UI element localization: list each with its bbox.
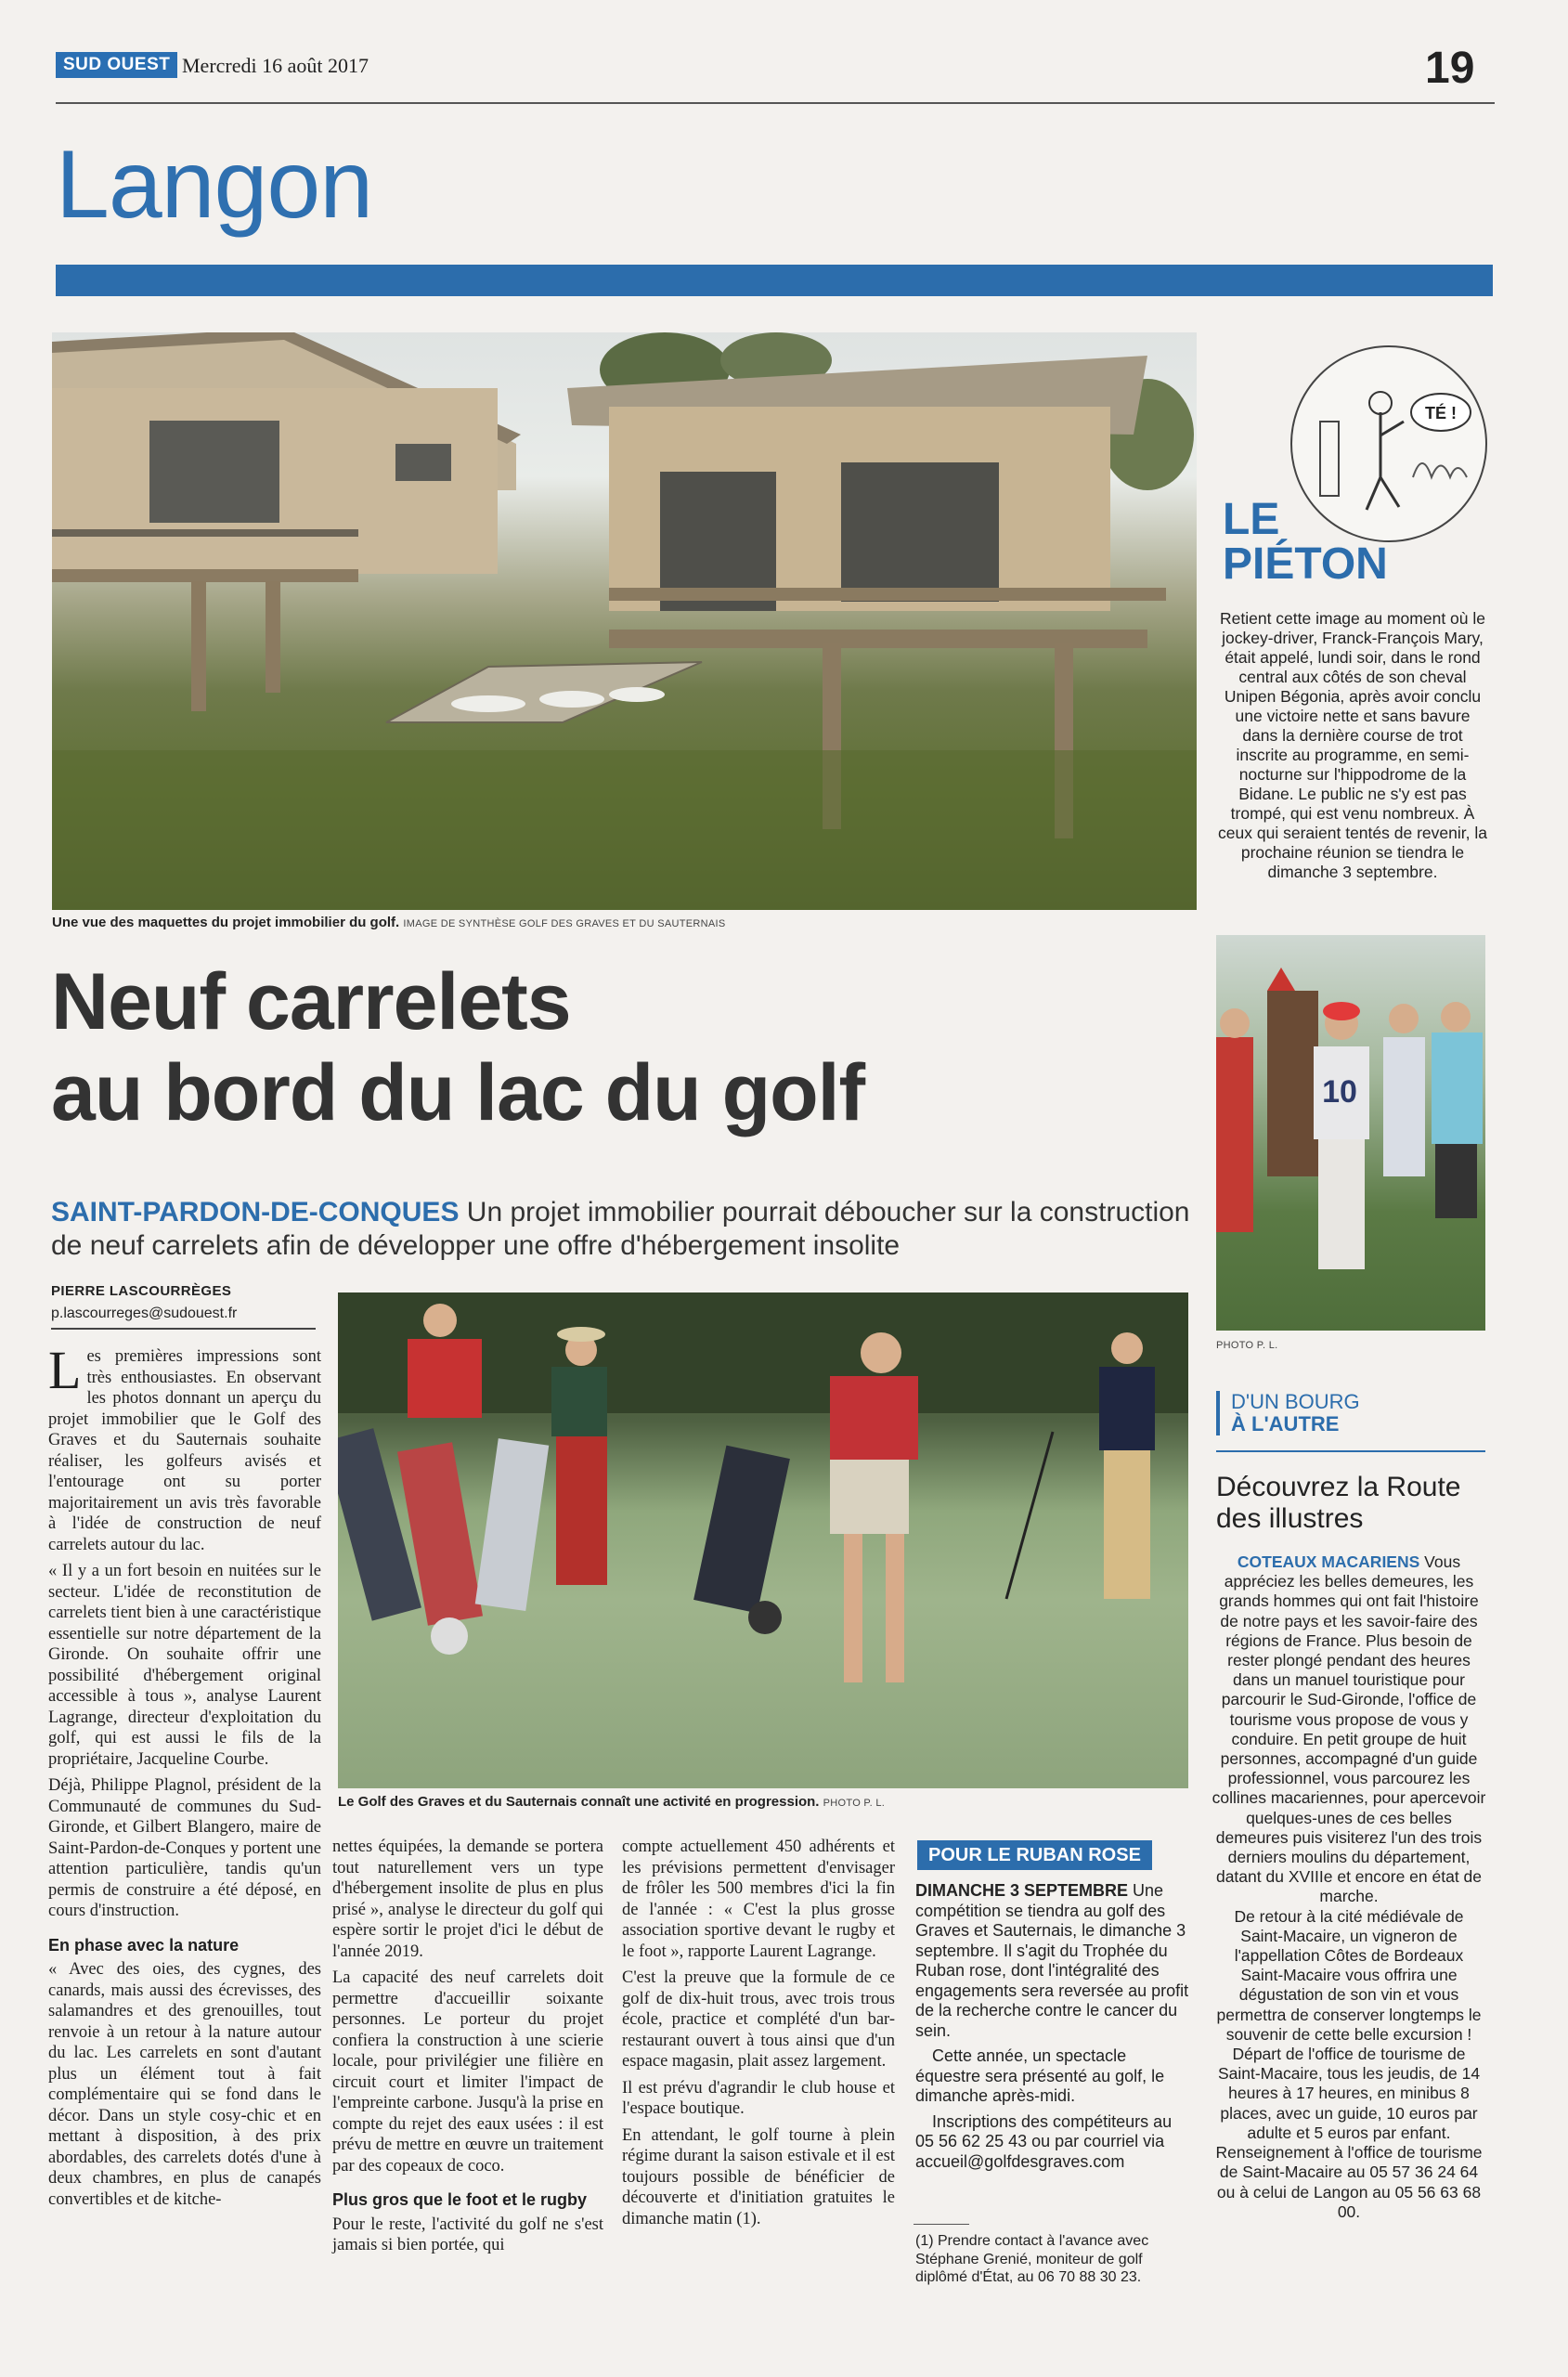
subheading: Plus gros que le foot et le rugby (332, 2190, 588, 2209)
footnote-rule (914, 2224, 969, 2225)
paragraph: Déjà, Philippe Plagnol, président de la Communauté de communes du Sud-Gironde, et Gilbert Blangero, maire de Saint-Pardon-de-Conques y portent une attention particulière, tandis qu'un permis de construire a été déposé, en cours d'instruction. (48, 1776, 321, 1920)
paragraph: « Il y a un fort besoin en nuitées sur le secteur. L'idée de reconstitution de carrelets tient bien à une caractéristique essentielle sur notre département de la Gironde. On souhaite offrir une possibilité d'hébergement original accessible à tous », analyse Laurent Lagrange, directeur d'exploitation du golf, qui est aussi le fils de la propriétaire, Jacqueline Courbe. (48, 1562, 321, 1769)
ruban-rose-label: POUR LE RUBAN ROSE (917, 1840, 1152, 1870)
horse-photo-credit: PHOTO P. L. (1216, 1340, 1278, 1351)
bourg-body (1212, 1552, 1486, 2222)
paragraph: compte actuellement 450 adhérents et les prévisions permettent d'envisager de frôler les 500 membres d'ici la fin de l'année : « C'est la plus grosse association sportive devant le rugby et le foot », rapporte Laurent Lagrange. (622, 1838, 895, 1961)
paragraph: Une compétition se tiendra au golf des Graves et Sauternais, le dimanche 3 septembre. Il s'agit du Trophée du Ruban rose, dont l'intégralité des engagements sera reversée au profit de la recherche contre le cancer du sein. (915, 1881, 1189, 2040)
paragraph: C'est la preuve que la formule de ce golf de dix-huit trous, avec trois trous école, practice et complété d'un bar-restaurant ouvert à tous ainsi que d'un espace magasin, plait assez largement. (622, 1968, 895, 2071)
article-deck (51, 1196, 1221, 1263)
golf-photo-caption (338, 1794, 885, 1810)
masthead-rule (56, 102, 1495, 104)
paragraph: Vous appréciez les belles demeures, les grands hommes qui ont fait l'histoire de notre pays et les savoir-faire des régions de France. Plus besoin de rester plongé pendant des heures dans un manuel touristique pour parcourir le Sud-Gironde, l'office de tourisme vous propose de vous y conduire. En petit groupe de huit personnes, accompagné d'un guide professionnel, vous parcourez les collines macariennes, pour apercevoir quelques-unes de ces belles demeures puis visiterez l'un des trois derniers moulins du département, datant du XVIIIe et encore en état de marche. (1212, 1552, 1486, 1906)
bourg-label (1216, 1391, 1439, 1435)
drop-cap: L (48, 1340, 82, 1400)
golf-photo-caption-text: Le Golf des Graves et du Sauternais connaît une activité en progression. (338, 1794, 820, 1810)
paragraph: Inscriptions des compétiteurs au 05 56 62 25 43 ou par courriel via accueil@golfdesgraves.com (915, 2111, 1173, 2171)
ruban-rose-date: DIMANCHE 3 SEPTEMBRE (915, 1881, 1129, 1900)
bourg-title: Découvrez la Route des illustres (1216, 1472, 1461, 1534)
headline-line-1: Neuf carrelets (51, 957, 571, 1046)
section-title: Langon (56, 131, 373, 239)
pieton-title (1223, 495, 1388, 589)
ruban-rose-body (915, 1881, 1192, 2172)
main-photo (52, 332, 1197, 910)
golf-photo-credit: PHOTO P. L. (823, 1798, 886, 1809)
footnote: (1) Prendre contact à l'avance avec Stéphane Grenié, moniteur de golf diplômé d'État, au 06 70 88 30 23. (915, 2233, 1149, 2285)
author-byline: PIERRE LASCOURRÈGES (51, 1283, 232, 1299)
paragraph: Cette année, un spectacle équestre sera présenté au golf, le dimanche après-midi. (915, 2046, 1165, 2105)
golfers-illustration (338, 1292, 1188, 1788)
article-column-3 (622, 1837, 895, 2235)
dateline-location: SAINT-PARDON-DE-CONQUES (51, 1197, 460, 1227)
deck-text: Un projet immobilier pourrait déboucher sur la construction de neuf carrelets afin de développer une offre d'hébergement insolite (51, 1197, 1190, 1261)
page-number: 19 (1425, 44, 1475, 93)
horse-photo (1216, 935, 1485, 1331)
paragraph: Il est prévu d'agrandir le club house et l'espace boutique. (622, 2078, 895, 2118)
bourg-location: COTEAUX MACARIENS (1237, 1552, 1420, 1571)
headline-line-2: au bord du lac du golf (51, 1048, 865, 1137)
paragraph: La capacité des neuf carrelets doit permettre d'accueillir soixante personnes. Le porteur du projet confiera la construction à une scierie locale, pour privilégier une filière en circuit court et limiter l'impact de l'empreinte carbone. Jusqu'à la prise en compte du rejet des eaux usées : il est prévu de mettre en œuvre un traitement par des copeaux de coco. (332, 1968, 603, 2176)
cabins-illustration (52, 332, 1197, 910)
section-bar (56, 265, 1493, 296)
author-email[interactable]: p.lascourreges@sudouest.fr (51, 1305, 238, 1321)
byline-rule (51, 1328, 316, 1330)
article-headline (51, 956, 1202, 1138)
paragraph: « Avec des oies, des cygnes, des canards, mais aussi des écrevisses, des salamandres et des grenouilles, tout renvoie à un retour à la nature autour du lac. Les carrelets en sont d'autant plus un élément tout à fait complémentaire qui se fond dans le décor. Dans un style cosy-chic et en mettant à disposition, à des prix abordables, des carrelets dotés d'une à deux chambres, en plus de canapés convertibles et de kitche- (48, 1960, 321, 2209)
bib-number: 10 (1322, 1074, 1357, 1110)
newspaper-brand: SUD OUEST (56, 52, 177, 78)
bourg-rule (1216, 1450, 1485, 1452)
main-photo-caption-text: Une vue des maquettes du projet immobilier du golf. (52, 915, 400, 930)
jockey-illustration (1216, 935, 1485, 1331)
article-column-1 (48, 1340, 321, 2215)
main-photo-credit: IMAGE DE SYNTHÈSE GOLF DES GRAVES ET DU SAUTERNAIS (403, 918, 726, 929)
subheading: En phase avec la nature (48, 1935, 240, 1955)
pieton-bubble-text: TÉ ! (1425, 404, 1457, 422)
paragraph: nettes équipées, la demande se portera tout naturellement vers un type d'hébergement insolite de plus en plus prisé », analyse le directeur du golf qui espère sortir le projet d'ici le début de l'année 2019. (332, 1838, 603, 1961)
golf-photo (338, 1292, 1188, 1788)
pieton-title-line-2: PIÉTON (1223, 539, 1388, 589)
main-photo-caption (52, 915, 726, 930)
article-column-2 (332, 1837, 603, 2262)
bourg-label-line-2: À L'AUTRE (1231, 1412, 1340, 1435)
issue-date: Mercredi 16 août 2017 (182, 54, 369, 77)
pieton-text: Retient cette image au moment où le jockey-driver, Franck-François Mary, était appelé, lundi soir, dans le rond central aux côtés de son cheval Unipen Bégonia, après avoir conclu une victoire nette et sans bavure dans la dernière course de trot inscrite au programme, en semi-nocturne sur l'hippodrome de la Bidane. Le public ne s'y est pas trompé, qui est venu nombreux. À ceux qui seraient tentés de revenir, la prochaine réunion se tiendra le dimanche 3 septembre. (1218, 609, 1487, 881)
paragraph: De retour à la cité médiévale de Saint-Macaire, un vigneron de l'appellation Côtes de Bordeaux Saint-Macaire vous offrira une dégustation de son vin et vous permettra de conserver longtemps le souvenir de cette belle excursion ! (1216, 1906, 1482, 2044)
paragraph: En attendant, le golf tourne à plein régime durant la saison estivale et il est toujours possible de bénéficier de découverte et d'initiation gratuites le dimanche matin (1). (622, 2125, 895, 2228)
pieton-title-line-1: LE (1223, 495, 1280, 544)
paragraph: Départ de l'office de tourisme de Saint-Macaire, tous les jeudis, de 14 heures à 17 heures, en minibus 8 places, avec un guide, 10 euros par adulte et 5 euros par enfant. Renseignement à l'office de tourisme de Saint-Macaire au 05 57 36 24 64 ou à celui de Langon au 05 56 63 68 00. (1215, 2045, 1483, 2221)
paragraph: Pour le reste, l'activité du golf ne s'est jamais si bien portée, qui (332, 2215, 603, 2254)
bourg-label-line-1: D'UN BOURG (1231, 1390, 1360, 1413)
paragraph: es premières impressions sont très enthousiastes. En observant les photos donnant un aperçu du projet immobilier que le Golf des Graves et du Sauternais souhaite réaliser, les golfeurs avisés et l'entourage ont su porter majoritairement un avis très favorable à l'idée de construction de neuf carrelets autour du lac. (48, 1347, 321, 1554)
